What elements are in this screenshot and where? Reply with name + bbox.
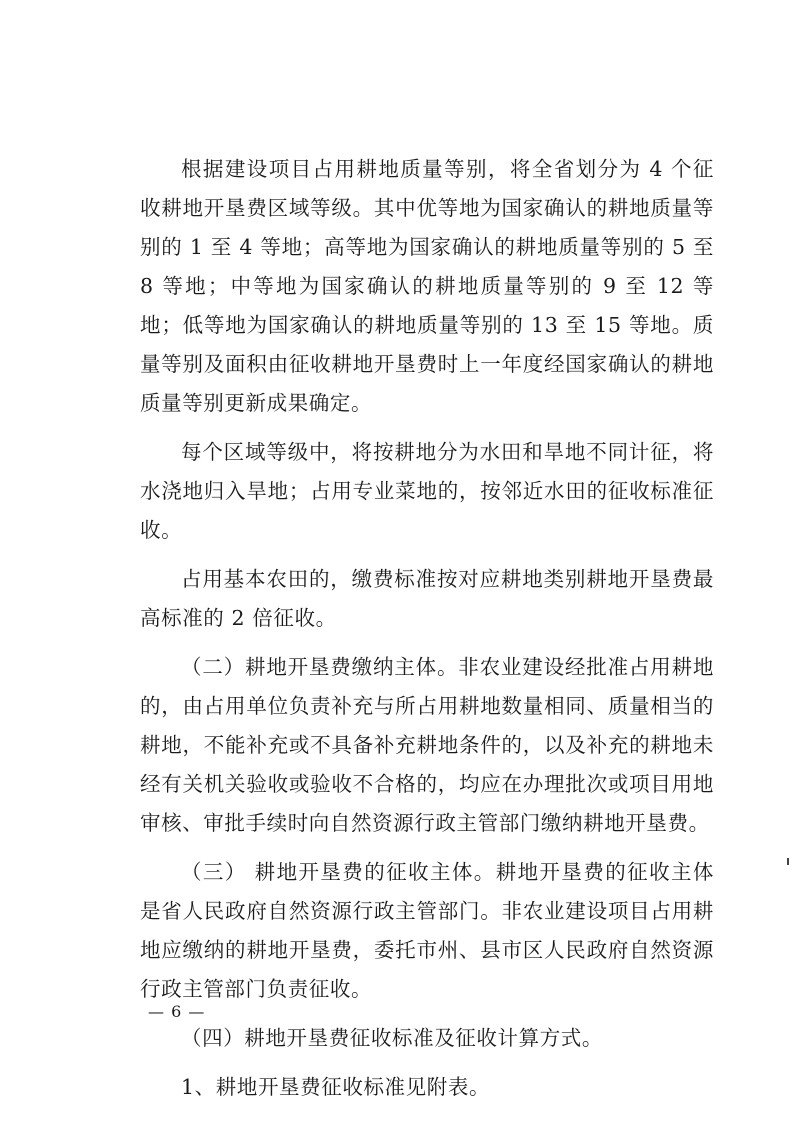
paragraph-quality-grades: 根据建设项目占用耕地质量等别，将全省划分为 4 个征收耕地开垦费区域等级。其中优等地为国家确认的耕地质量等别的 1 至 4 等地；高等地为国家确认的耕地质量等别的 5 至 8 等地；中等地为国家确认的耕地质量等别的 9 至 12 等地；低等地为国家确认的耕地质量等别的 13 至 15 等地。质量等别及面积由征收耕地开垦费时上一年度经国家确认的耕地质量等别更新成果确定。 (140, 157, 714, 415)
paragraph-land-types: 每个区域等级中，将按耕地分为水田和旱地不同计征，将水浇地归入旱地；占用专业菜地的，按邻近水田的征收标准征收。 (140, 440, 714, 542)
paragraph-basic-farmland: 占用基本农田的，缴费标准按对应耕地类别耕地开垦费最高标准的 2 倍征收。 (140, 567, 714, 630)
paragraph-collection-subject: （三） 耕地开垦费的征收主体。耕地开垦费的征收主体是省人民政府自然资源行政主管部门。非农业建设项目占用耕地应缴纳的耕地开垦费，委托市州、县市区人民政府自然资源行政主管部门负责征收。 (140, 860, 714, 1001)
paragraph-standard-item-1: 1、耕地开垦费征收标准见附表。 (181, 1075, 491, 1099)
document-body (140, 150, 714, 1117)
scan-mark (787, 858, 789, 865)
page-number: — 6 — (148, 1002, 206, 1021)
paragraph-standard-heading: （四）耕地开垦费征收标准及征收计算方式。 (181, 1026, 603, 1050)
paragraph-payment-subject: （二）耕地开垦费缴纳主体。非农业建设经批准占用耕地的，由占用单位负责补充与所占用耕地数量相同、质量相当的耕地，不能补充或不具备补充耕地条件的，以及补充的耕地未经有关机关验收或验收不合格的，均应在办理批次或项目用地审核、审批手续时向自然资源行政主管部门缴纳耕地开垦费。 (140, 655, 714, 835)
